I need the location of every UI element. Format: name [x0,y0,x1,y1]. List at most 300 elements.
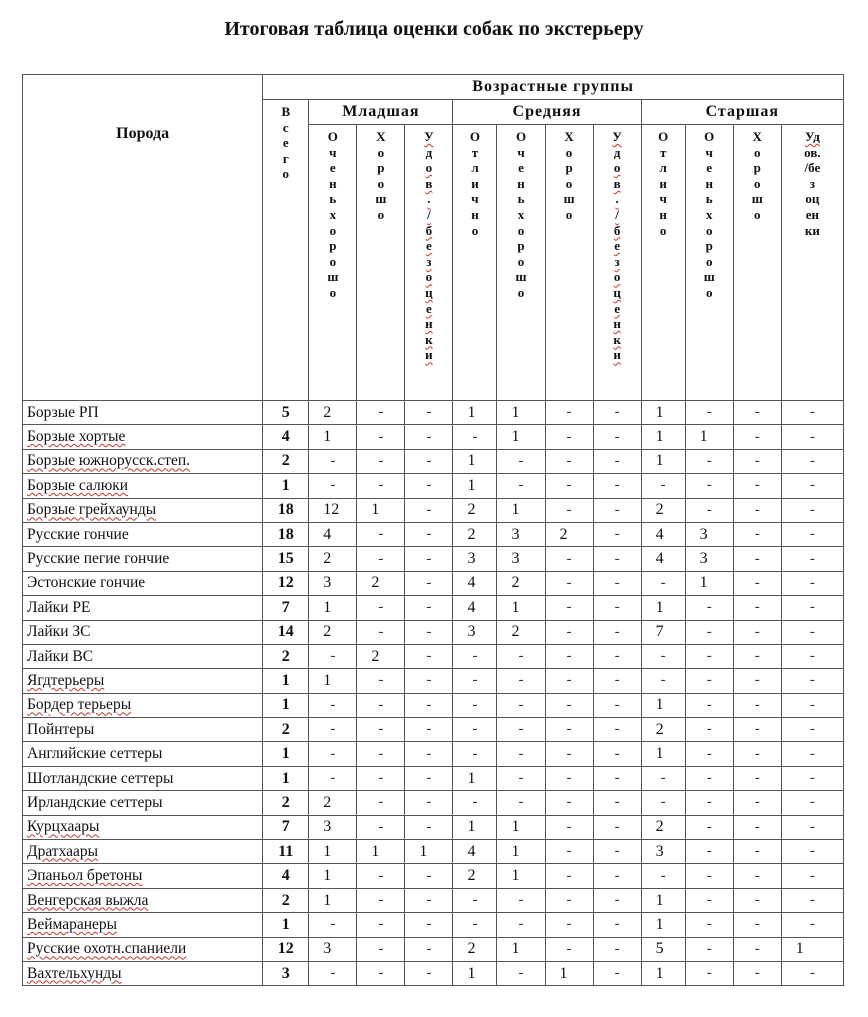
count-cell: 5 [641,937,685,961]
count-cell: 1 [641,961,685,985]
breed-cell [23,425,263,449]
senior-excellent-header: О т л и ч н о [641,125,685,401]
total-cell: 2 [263,791,309,815]
count-cell: - [593,791,641,815]
count-cell: - [685,596,733,620]
count-cell: 1 [781,937,843,961]
total-cell: 12 [263,571,309,595]
table-row [23,913,844,937]
young-very-good-header: О ч е н ь х о р о ш о [309,125,357,401]
count-cell: 1 [497,937,545,961]
count-cell: 1 [545,961,593,985]
count-cell: - [497,644,545,668]
count-cell: - [593,693,641,717]
count-cell: - [781,522,843,546]
count-cell: - [781,449,843,473]
breed-name: Веймаранеры [27,915,118,933]
count-cell: - [781,498,843,522]
middle-satisfactory-header: У д о в . / б е з о ц е н к и [593,125,641,401]
count-cell: - [357,669,405,693]
count-cell: - [685,791,733,815]
count-cell: 3 [641,840,685,864]
count-cell: 3 [309,571,357,595]
total-cell: 11 [263,840,309,864]
count-cell: 1 [641,888,685,912]
total-cell: 15 [263,547,309,571]
breed-name: Дратхаары [27,842,99,860]
table-row [23,693,844,717]
count-cell: - [733,401,781,425]
count-cell: - [685,840,733,864]
table-row [23,547,844,571]
count-cell: - [733,961,781,985]
middle-excellent-header: О т л и ч н о [453,125,497,401]
count-cell: - [309,644,357,668]
count-cell: 1 [309,840,357,864]
count-cell: 4 [453,596,497,620]
count-cell: - [405,547,453,571]
table-row [23,815,844,839]
count-cell: 2 [641,815,685,839]
page-title: Итоговая таблица оценки собак по экстерьеру [224,18,644,40]
count-cell: - [453,791,497,815]
count-cell: - [593,644,641,668]
count-cell: - [309,766,357,790]
count-cell: - [685,815,733,839]
count-cell: 4 [641,522,685,546]
total-cell: 1 [263,474,309,498]
breed-cell [23,937,263,961]
count-cell: - [453,913,497,937]
table-row [23,937,844,961]
table-row [23,596,844,620]
count-cell: - [781,840,843,864]
count-cell: 1 [357,840,405,864]
count-cell: - [733,669,781,693]
count-cell: 1 [453,401,497,425]
count-cell: - [685,864,733,888]
middle-group-header: Средняя [453,100,641,125]
count-cell: - [357,766,405,790]
total-cell: 2 [263,449,309,473]
count-cell: - [405,620,453,644]
total-cell: 18 [263,498,309,522]
breed-cell [23,644,263,668]
count-cell: 1 [309,888,357,912]
count-cell: - [357,791,405,815]
breed-name: Венгерская выжла [27,891,149,909]
count-cell: - [733,474,781,498]
breed-name: Английские сеттеры [27,745,163,763]
count-cell: 1 [453,961,497,985]
count-cell: - [781,766,843,790]
count-cell: - [781,913,843,937]
count-cell: - [405,571,453,595]
count-cell: 2 [357,571,405,595]
count-cell: - [545,693,593,717]
breed-cell [23,596,263,620]
count-cell: - [357,547,405,571]
breed-cell [23,522,263,546]
count-cell: 1 [641,742,685,766]
table-row [23,425,844,449]
table-row [23,888,844,912]
count-cell: - [593,888,641,912]
count-cell: - [309,449,357,473]
count-cell: - [497,693,545,717]
breed-name: Курцхаары [27,818,100,836]
breed-cell [23,815,263,839]
count-cell: - [781,693,843,717]
count-cell: - [733,449,781,473]
senior-good-header: Х о р о ш о [733,125,781,401]
breed-cell [23,449,263,473]
count-cell: - [405,742,453,766]
total-cell: 4 [263,864,309,888]
count-cell: - [309,913,357,937]
count-cell: - [545,718,593,742]
breed-name: Эстонские гончие [27,574,146,592]
breed-name: Ягдтерьеры [27,671,105,689]
breed-name: Русские пегие гончие [27,550,170,568]
count-cell: - [357,864,405,888]
count-cell: - [545,766,593,790]
count-cell: - [593,596,641,620]
breed-name: Борзые южнорусск.степ. [27,452,190,470]
count-cell: - [781,888,843,912]
count-cell: - [357,522,405,546]
count-cell: - [733,596,781,620]
count-cell: 2 [309,620,357,644]
count-cell: - [685,669,733,693]
count-cell: 1 [309,669,357,693]
count-cell: 2 [641,498,685,522]
count-cell: 3 [685,522,733,546]
table-row [23,791,844,815]
count-cell: - [453,742,497,766]
count-cell: - [641,766,685,790]
count-cell: - [497,791,545,815]
table-row [23,620,844,644]
table-row [23,644,844,668]
count-cell: - [497,961,545,985]
count-cell: - [781,474,843,498]
breed-name: Борзые РП [27,403,99,421]
count-cell: - [453,888,497,912]
count-cell: - [453,669,497,693]
breed-cell [23,474,263,498]
total-cell: 1 [263,766,309,790]
table-body [23,401,844,986]
count-cell: 1 [685,571,733,595]
breed-name: Пойнтеры [27,720,95,738]
count-cell: 1 [453,449,497,473]
count-cell: - [685,742,733,766]
count-cell: 1 [453,474,497,498]
count-cell: - [357,596,405,620]
count-cell: - [405,864,453,888]
total-cell: 7 [263,815,309,839]
count-cell: - [545,742,593,766]
count-cell: - [733,620,781,644]
breed-cell [23,693,263,717]
count-cell: 3 [309,937,357,961]
count-cell: 2 [453,522,497,546]
count-cell: 1 [497,498,545,522]
count-cell: - [685,913,733,937]
count-cell: - [781,669,843,693]
count-cell: 1 [641,401,685,425]
count-cell: - [453,644,497,668]
count-cell: 3 [497,522,545,546]
count-cell: - [685,961,733,985]
breed-cell [23,718,263,742]
count-cell: 2 [453,937,497,961]
count-cell: 4 [453,571,497,595]
breed-name: Русские охотн.спаниели [27,940,187,958]
count-cell: 2 [357,644,405,668]
breed-name: Ирландские сеттеры [27,793,163,811]
breed-cell [23,498,263,522]
total-header-text: В с е г о [281,104,291,182]
count-cell: - [545,864,593,888]
count-cell: - [405,474,453,498]
count-cell: - [593,522,641,546]
count-cell: - [593,718,641,742]
count-cell: - [733,425,781,449]
count-cell: 1 [497,596,545,620]
count-cell: - [593,766,641,790]
table-row [23,864,844,888]
count-cell: - [405,596,453,620]
count-cell: - [405,449,453,473]
breed-name: Борзые грейхаунды [27,501,157,519]
table-row [23,522,844,546]
breed-cell [23,669,263,693]
count-cell: - [685,718,733,742]
breed-cell [23,913,263,937]
count-cell: - [593,840,641,864]
table-row [23,571,844,595]
count-cell: - [685,937,733,961]
count-cell: - [545,913,593,937]
count-cell: - [545,547,593,571]
count-cell: - [357,474,405,498]
total-cell: 7 [263,596,309,620]
count-cell: - [309,961,357,985]
breed-name: Лайки РЕ [27,598,91,616]
count-cell: - [545,401,593,425]
count-cell: - [685,644,733,668]
count-cell: - [641,474,685,498]
count-cell: - [781,547,843,571]
count-cell: 1 [497,840,545,864]
count-cell: - [545,840,593,864]
breed-cell [23,742,263,766]
count-cell: - [357,913,405,937]
count-cell: 1 [309,864,357,888]
count-cell: - [405,669,453,693]
count-cell: - [405,401,453,425]
count-cell: - [405,815,453,839]
count-cell: - [593,425,641,449]
count-cell: - [733,644,781,668]
table-row [23,498,844,522]
count-cell: 1 [641,425,685,449]
count-cell: - [733,522,781,546]
count-cell: - [781,961,843,985]
count-cell: - [781,401,843,425]
table-row [23,718,844,742]
count-cell: - [497,669,545,693]
count-cell: 2 [497,620,545,644]
breed-header: Порода [23,75,263,401]
count-cell: - [685,888,733,912]
table-row [23,449,844,473]
count-cell: 2 [453,864,497,888]
count-cell: - [545,449,593,473]
breed-cell [23,888,263,912]
count-cell: - [781,644,843,668]
count-cell: - [309,693,357,717]
count-cell: - [453,693,497,717]
count-cell: - [405,913,453,937]
count-cell: - [733,498,781,522]
count-cell: - [309,742,357,766]
count-cell: - [593,742,641,766]
count-cell: - [357,620,405,644]
count-cell: - [593,620,641,644]
count-cell: - [593,669,641,693]
count-cell: - [593,961,641,985]
table-row [23,961,844,985]
breed-name: Вахтельхунды [27,964,122,982]
total-cell: 1 [263,693,309,717]
count-cell: - [685,474,733,498]
senior-group-header: Старшая [641,100,843,125]
table-row [23,474,844,498]
count-cell: - [405,888,453,912]
breed-name: Лайки ВС [27,647,94,665]
count-cell: 2 [545,522,593,546]
count-cell: 12 [309,498,357,522]
count-cell: - [733,742,781,766]
count-cell: - [733,693,781,717]
count-cell: 3 [497,547,545,571]
count-cell: - [453,425,497,449]
count-cell: - [545,498,593,522]
count-cell: - [357,961,405,985]
count-cell: 4 [453,840,497,864]
breed-cell [23,547,263,571]
breed-cell [23,766,263,790]
total-cell: 2 [263,644,309,668]
count-cell: 4 [309,522,357,546]
count-cell: - [357,693,405,717]
count-cell: - [545,620,593,644]
middle-very-good-header: О ч е н ь х о р о ш о [497,125,545,401]
count-cell: - [781,620,843,644]
count-cell: - [405,961,453,985]
total-cell: 1 [263,913,309,937]
count-cell: - [733,791,781,815]
count-cell: - [733,888,781,912]
table-row [23,742,844,766]
count-cell: - [685,620,733,644]
count-cell: - [545,669,593,693]
count-cell: - [545,596,593,620]
count-cell: - [733,718,781,742]
breed-name: Борзые хортые [27,428,126,446]
count-cell: - [357,742,405,766]
count-cell: - [781,815,843,839]
count-cell: 1 [357,498,405,522]
count-cell: - [357,449,405,473]
count-cell: 2 [309,547,357,571]
middle-good-header: Х о р о ш о [545,125,593,401]
count-cell: 1 [405,840,453,864]
count-cell: - [641,669,685,693]
count-cell: - [497,888,545,912]
breed-cell [23,791,263,815]
count-cell: - [405,644,453,668]
count-cell: - [545,474,593,498]
count-cell: - [781,596,843,620]
count-cell: - [593,815,641,839]
count-cell: - [545,815,593,839]
count-cell: 3 [453,547,497,571]
breed-cell [23,961,263,985]
senior-very-good-header: О ч е н ь х о р о ш о [685,125,733,401]
count-cell: - [781,425,843,449]
count-cell: 7 [641,620,685,644]
total-cell: 1 [263,742,309,766]
table-row [23,840,844,864]
count-cell: - [357,718,405,742]
age-groups-header: Возрастные группы [263,75,844,100]
breed-cell [23,840,263,864]
count-cell: - [733,864,781,888]
young-good-header: Х о р о ш о [357,125,405,401]
count-cell: - [593,913,641,937]
count-cell: - [497,474,545,498]
senior-satisfactory-header: Уд ов. /бе з оц ен ки [781,125,843,401]
count-cell: 3 [309,815,357,839]
count-cell: - [685,766,733,790]
count-cell: - [497,766,545,790]
count-cell: - [405,425,453,449]
count-cell: - [405,498,453,522]
count-cell: - [685,498,733,522]
breed-name: Русские гончие [27,525,129,543]
count-cell: - [357,815,405,839]
count-cell: - [593,498,641,522]
count-cell: 1 [641,449,685,473]
total-cell: 14 [263,620,309,644]
total-cell: 2 [263,718,309,742]
breed-cell [23,401,263,425]
total-cell: 12 [263,937,309,961]
breed-cell [23,620,263,644]
count-cell: - [545,644,593,668]
breed-cell [23,571,263,595]
count-cell: - [497,718,545,742]
breed-name: Шотландские сеттеры [27,769,174,787]
count-cell: 1 [497,864,545,888]
count-cell: - [593,864,641,888]
count-cell: - [357,937,405,961]
total-cell: 2 [263,888,309,912]
